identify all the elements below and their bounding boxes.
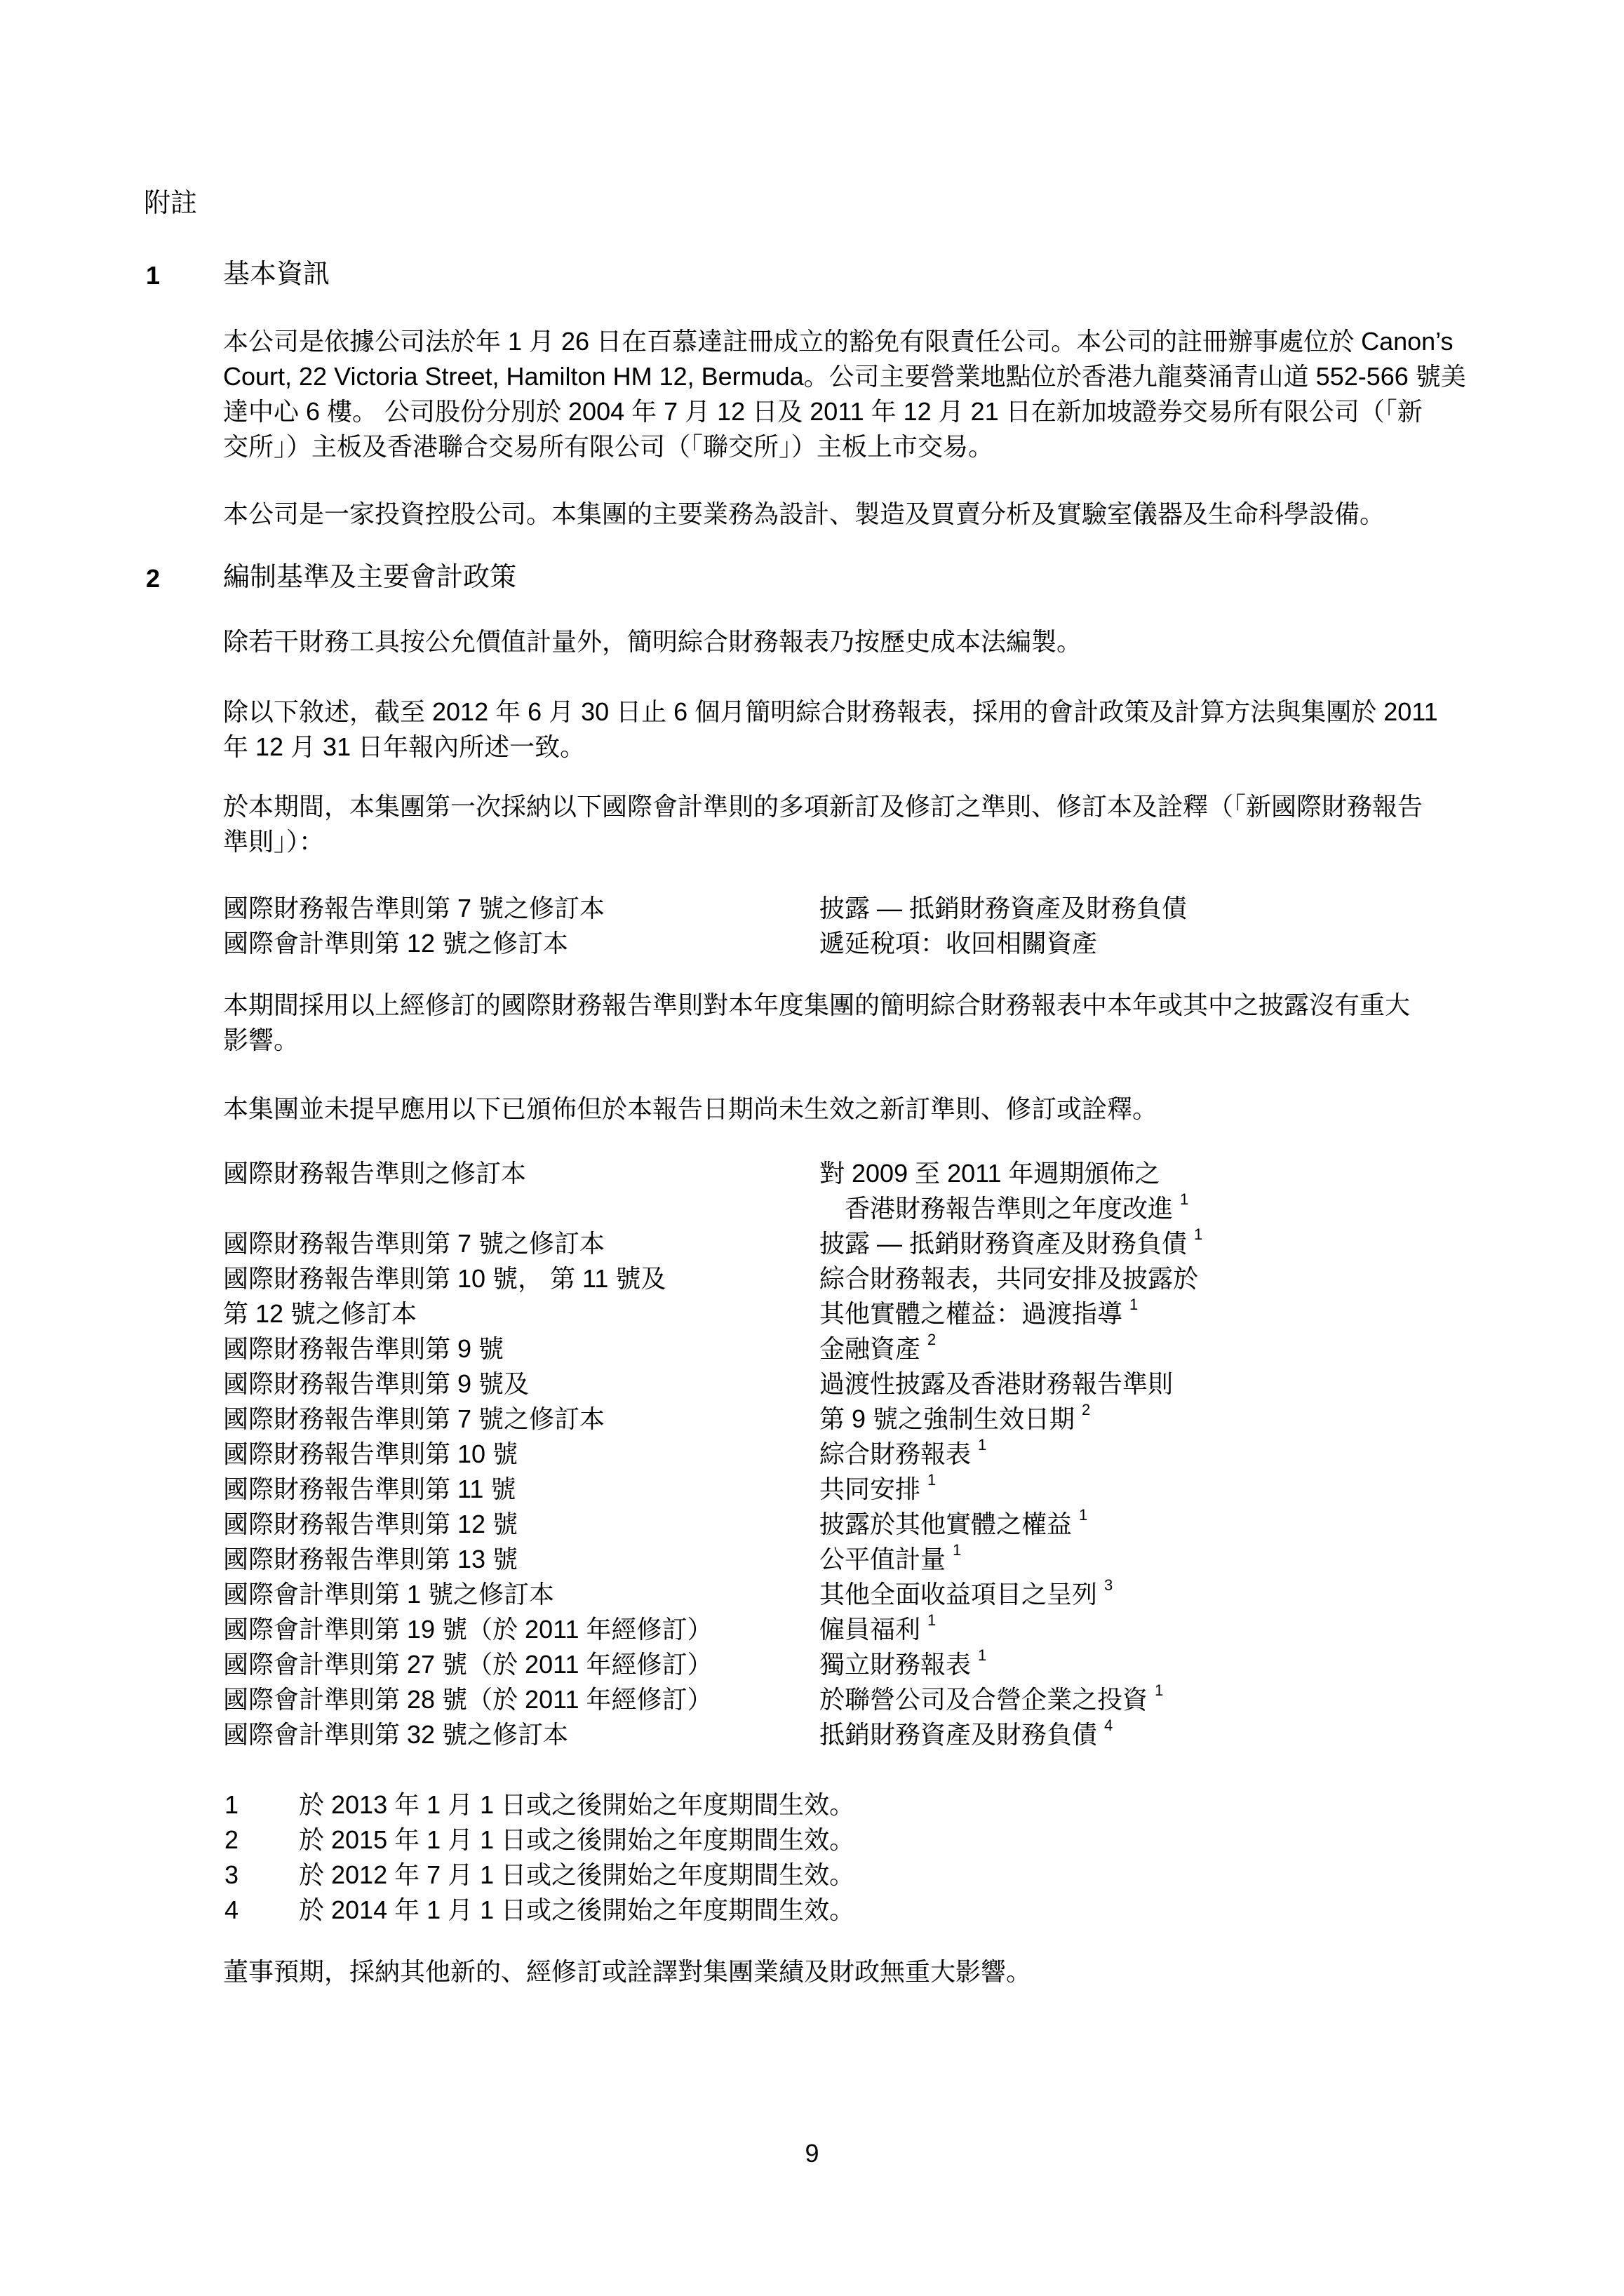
text-line: 達中心 6 樓。 公司股份分別於 2004 年 7 月 12 日及 2011 年 12 月 21 日在新加坡證券交易所有限公司（「新 xyxy=(223,397,1423,426)
text-line: 本公司是依據公司法於年 1 月 26 日在百慕達註冊成立的豁免有限責任公司。本公司的註冊辦事處位於 Canon’s xyxy=(223,327,1454,356)
table-row xyxy=(223,1261,1521,1296)
standard-name: 國際財務報告準則之修訂本 xyxy=(223,1159,527,1188)
text-line: Court, 22 Victoria Street, Hamilton HM 12, Bermuda。公司主要營業地點位於香港九龍葵涌青山道 552-566 號美 xyxy=(223,362,1466,391)
subject-text: 金融資產 xyxy=(819,1334,921,1363)
subject-text: 綜合財務報表 xyxy=(819,1439,972,1468)
standard-subject xyxy=(819,1507,1087,1542)
standard-subject xyxy=(819,1647,986,1682)
standard-subject xyxy=(819,1191,1188,1226)
standard-name: 國際財務報告準則第 13 號 xyxy=(223,1545,518,1573)
standard-subject xyxy=(819,926,1097,961)
subject-text: 其他全面收益項目之呈列 xyxy=(819,1580,1098,1609)
standard-subject xyxy=(819,1577,1113,1612)
table-row xyxy=(223,1156,1521,1191)
standard-subject xyxy=(819,1402,1090,1437)
table-row xyxy=(223,1367,1521,1402)
subject-text: 獨立財務報表 xyxy=(819,1650,972,1679)
footnote-number: 3 xyxy=(224,1860,239,1889)
pending-standards-table xyxy=(223,1156,1521,1752)
standard-subject xyxy=(819,1472,936,1507)
section-1-paragraph-2: 本公司是一家投資控股公司。本集團的主要業務為設計、製造及買賣分析及實驗室儀器及生命科學設備。 xyxy=(223,499,1385,528)
standard-subject xyxy=(819,1682,1163,1717)
standard-name: 國際會計準則第 32 號之修訂本 xyxy=(223,1720,569,1749)
text-line: 於本期間，本集團第一次採納以下國際會計準則的多項新訂及修訂之準則、修訂本及詮釋（「新國際財務報告 xyxy=(223,792,1423,821)
subject-text: 僱員福利 xyxy=(819,1615,921,1644)
section-2-paragraph-3 xyxy=(223,789,1507,859)
table-row xyxy=(223,1296,1521,1331)
table-row xyxy=(223,1717,1521,1752)
notes-title: 附註 xyxy=(144,189,198,218)
subject-text: 對 2009 至 2011 年週期頒佈之 xyxy=(819,1159,1160,1188)
footnote-reference: 1 xyxy=(978,1646,987,1664)
footnote-text: 於 2014 年 1 月 1 日或之後開始之年度期間生效。 xyxy=(299,1895,855,1924)
table-row xyxy=(223,1226,1521,1261)
table-row xyxy=(223,1402,1521,1437)
standard-name: 國際財務報告準則第 9 號 xyxy=(223,1334,504,1363)
footnote-item xyxy=(223,1787,1275,1822)
footnote-reference: 1 xyxy=(1180,1190,1189,1208)
section-2-paragraph-5: 本集團並未提早應用以下已頒佈但於本報告日期尚未生效之新訂準則、修訂或詮釋。 xyxy=(223,1094,1158,1123)
standard-name: 國際會計準則第 1 號之修訂本 xyxy=(223,1580,555,1609)
text-line: 年 12 月 31 日年報內所述一致。 xyxy=(223,732,586,761)
section-2-paragraph-4 xyxy=(223,988,1507,1058)
footnotes-list xyxy=(223,1787,1275,1928)
subject-text: 過渡性披露及香港財務報告準則 xyxy=(819,1369,1174,1398)
standard-name: 國際財務報告準則第 7 號之修訂本 xyxy=(223,894,605,922)
text-line: 準則」）： xyxy=(223,827,325,856)
standard-subject xyxy=(819,1296,1138,1331)
standard-name: 國際財務報告準則第 7 號之修訂本 xyxy=(223,1229,605,1258)
subject-text: 第 9 號之強制生效日期 xyxy=(819,1404,1075,1433)
table-row xyxy=(223,891,1521,926)
section-2-paragraph-2 xyxy=(223,694,1507,765)
standard-name: 國際會計準則第 28 號（於 2011 年經修訂） xyxy=(223,1685,713,1714)
section-2-heading: 編制基準及主要會計政策 xyxy=(223,563,517,592)
table-row xyxy=(223,1682,1521,1717)
subject-text: 於聯營公司及合營企業之投資 xyxy=(819,1685,1148,1714)
section-2-paragraph-1: 除若干財務工具按公允價值計量外，簡明綜合財務報表乃按歷史成本法編製。 xyxy=(223,627,1082,656)
subject-text: 披露於其他實體之權益 xyxy=(819,1510,1073,1538)
text-line: 影響。 xyxy=(223,1026,300,1054)
adopted-standards-table xyxy=(223,891,1521,961)
standard-name: 第 12 號之修訂本 xyxy=(223,1299,417,1328)
page-number: 9 xyxy=(805,2139,819,2168)
standard-subject xyxy=(819,1331,936,1367)
footnote-number: 4 xyxy=(224,1895,239,1924)
footnote-text: 於 2015 年 1 月 1 日或之後開始之年度期間生效。 xyxy=(299,1825,855,1854)
standard-name: 國際財務報告準則第 12 號 xyxy=(223,1510,518,1538)
footnote-reference: 1 xyxy=(1194,1226,1203,1243)
standard-subject xyxy=(819,1156,1160,1191)
footnote-reference: 2 xyxy=(1082,1401,1091,1418)
footnote-text: 於 2013 年 1 月 1 日或之後開始之年度期間生效。 xyxy=(299,1790,855,1819)
standard-subject xyxy=(819,1437,986,1472)
standard-name: 國際會計準則第 12 號之修訂本 xyxy=(223,929,569,958)
footnote-number: 1 xyxy=(224,1790,239,1819)
footnote-reference: 1 xyxy=(953,1541,962,1559)
standard-subject xyxy=(819,891,1187,926)
section-2-number: 2 xyxy=(146,564,161,593)
table-row xyxy=(223,1542,1521,1577)
subject-text: 公平值計量 xyxy=(819,1545,946,1573)
footnote-reference: 1 xyxy=(1129,1296,1139,1313)
standard-name: 國際會計準則第 19 號（於 2011 年經修訂） xyxy=(223,1615,713,1644)
footnote-reference: 1 xyxy=(978,1436,987,1454)
standard-name: 國際財務報告準則第 10 號， 第 11 號及 xyxy=(223,1264,666,1293)
table-row xyxy=(223,1647,1521,1682)
subject-text: 香港財務報告準則之年度改進 xyxy=(819,1194,1174,1223)
footnote-item xyxy=(223,1893,1275,1928)
footnote-number: 2 xyxy=(224,1825,239,1854)
text-line: 交所」）主板及香港聯合交易所有限公司（「聯交所」）主板上市交易。 xyxy=(223,432,994,461)
subject-text: 其他實體之權益：過渡指導 xyxy=(819,1299,1123,1328)
section-1-paragraph-1 xyxy=(223,324,1507,464)
footnote-reference: 3 xyxy=(1104,1576,1113,1594)
table-row xyxy=(223,1577,1521,1612)
footnote-item xyxy=(223,1822,1275,1858)
text-line: 除以下敘述，截至 2012 年 6 月 30 日止 6 個月簡明綜合財務報表，採用的會計政策及計算方法與集團於 2011 xyxy=(223,697,1438,726)
footnote-text: 於 2012 年 7 月 1 日或之後開始之年度期間生效。 xyxy=(299,1860,855,1889)
text-line: 本期間採用以上經修訂的國際財務報告準則對本年度集團的簡明綜合財務報表中本年或其中之披露沒有重大 xyxy=(223,991,1411,1019)
table-row xyxy=(223,1507,1521,1542)
section-1-heading: 基本資訊 xyxy=(223,260,330,289)
standard-name: 國際財務報告準則第 7 號之修訂本 xyxy=(223,1404,605,1433)
footnote-reference: 2 xyxy=(927,1331,937,1348)
subject-text: 遞延稅項：收回相關資產 xyxy=(819,929,1098,958)
table-row xyxy=(223,1191,1521,1226)
table-row xyxy=(223,1437,1521,1472)
standard-subject xyxy=(819,1717,1113,1752)
footnote-reference: 1 xyxy=(1079,1506,1088,1524)
table-row xyxy=(223,1612,1521,1647)
standard-subject xyxy=(819,1226,1202,1261)
section-2-paragraph-6: 董事預期，採納其他新的、經修訂或詮譯對集團業績及財政無重大影響。 xyxy=(223,1957,1032,1986)
footnote-reference: 1 xyxy=(927,1471,937,1489)
subject-text: 綜合財務報表，共同安排及披露於 xyxy=(819,1264,1199,1293)
standard-subject xyxy=(819,1367,1173,1402)
standard-subject xyxy=(819,1612,936,1647)
subject-text: 披露 — 抵銷財務資產及財務負債 xyxy=(819,1229,1188,1258)
footnote-item xyxy=(223,1858,1275,1893)
subject-text: 抵銷財務資產及財務負債 xyxy=(819,1720,1098,1749)
standard-name: 國際會計準則第 27 號（於 2011 年經修訂） xyxy=(223,1650,713,1679)
standard-name: 國際財務報告準則第 11 號 xyxy=(223,1475,516,1503)
table-row xyxy=(223,1331,1521,1367)
standard-name: 國際財務報告準則第 9 號及 xyxy=(223,1369,530,1398)
section-1-number: 1 xyxy=(146,261,161,290)
standard-subject xyxy=(819,1261,1198,1296)
footnote-reference: 1 xyxy=(927,1611,937,1629)
table-row xyxy=(223,926,1521,961)
footnote-reference: 1 xyxy=(1155,1681,1164,1699)
subject-text: 披露 — 抵銷財務資產及財務負債 xyxy=(819,894,1188,922)
footnote-reference: 4 xyxy=(1104,1717,1113,1734)
table-row xyxy=(223,1472,1521,1507)
standard-subject xyxy=(819,1542,961,1577)
subject-text: 共同安排 xyxy=(819,1475,921,1503)
standard-name: 國際財務報告準則第 10 號 xyxy=(223,1439,518,1468)
